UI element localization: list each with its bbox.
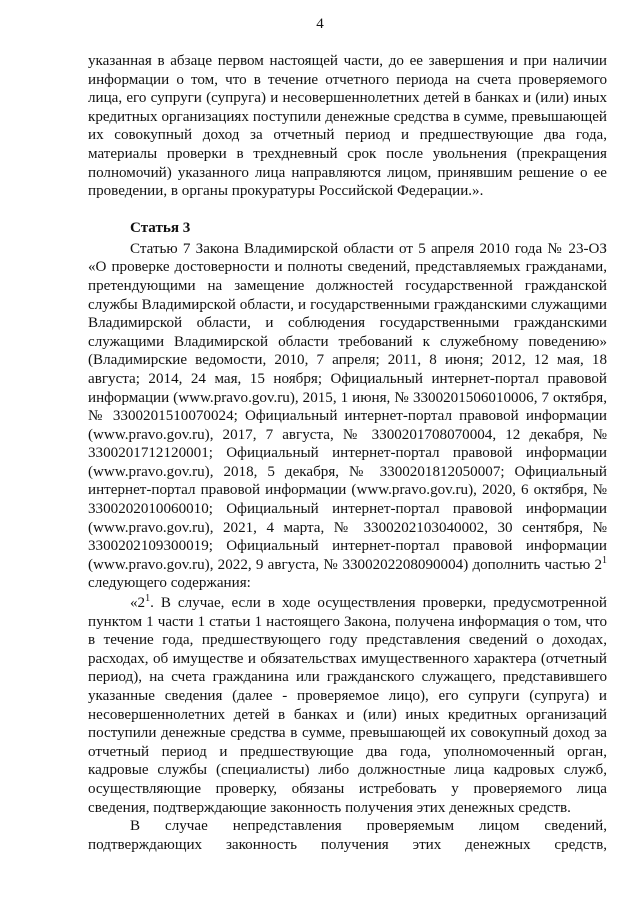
paragraph-last [88,817,607,854]
paragraph-article-main [88,240,607,593]
article-main-tail: следующего содержания: [88,575,251,592]
new-part-body: . В случае, если в ходе осуществления проверки, предусмотренной пунктом 1 части 1 статьи 1 настоящего Закона, получена информация о том, что в течение года, предшествующего году представления сведений о доходах, расходах, об имуществе и обязательствах имущественного характера (отчетный период), на счета гражданина или гражданского служащего, представившего указанные сведения (далее - проверяемое лицо), его супруги (супруга) и несовершеннолетних детей в банках и (или) иных кредитных организаций поступили денежные средства в сумме, превышающей их совокупный доход за отчетный период и предшествующие два года, уполномоченный орган, кадровые службы (специалисты) либо должностные лица кадровых служб, осуществляющие проверку, обязаны истребовать у проверяемого лица сведения, подтверждающие законность получения этих денежных средств. [88,595,607,816]
article-heading: Статья 3 [130,219,191,236]
document-body [88,52,607,854]
paragraph-last-text: В случае непредставления проверяемым лицом сведений, подтверждающих законность получения этих денежных средств, [88,818,607,853]
page-number: 4 [316,16,324,32]
new-part-superscript: 1 [145,593,151,604]
new-part-prefix: «2 [130,595,146,612]
part-superscript: 1 [602,554,607,566]
article-main-text: Статью 7 Закона Владимирской области от 5 апреля 2010 года № 23-ОЗ «О проверке достоверности и полноты сведений, представляемых гражданами, претендующими на замещение должностей государственной гражданской службы Владимирской области, и государственными гражданскими служащими Владимирской области, и соблюдения государственными гражданскими служащими Владимирской области требований к служебному поведению» (Владимирские ведомости, 2010, 7 апреля; 2011, 8 июня; 2012, 12 мая, 18 августа; 2014, 24 мая, 15 ноября; Официальный интернет-портал правовой информации (www.pravo.gov.ru), 2015, 1 июня, № 3300201506010006, 7 октября, № 3300201510070024; Официальный интернет-портал правовой информации (www.pravo.gov.ru), 2017, 7 августа, № 3300201708070004, 12 декабря, № 3300201712120001; Официальный интернет-портал правовой информации (www.pravo.gov.ru), 2018, 5 декабря, № 3300201812050007; Официальный интернет-портал правовой информации (www.pravo.gov.ru), 2020, 6 октября, № 3300202010060010; Официальный интернет-портал правовой информации (www.pravo.gov.ru), 2021, 4 марта, № 3300202103040002, 30 сентября, № 3300202109300019; Официальный интернет-портал правовой информации (www.pravo.gov.ru), 2022, 9 августа, № 3300202208090004) дополнить частью 2 [88,240,607,573]
paragraph-new-part [88,594,607,817]
paragraph-intro: указанная в абзаце первом настоящей части, до ее завершения и при наличии информации о том, что в течение отчетного периода на счета проверяемого лица, его супруги (супруга) и несовершеннолетних детей в банках и (или) иных кредитных организациях поступили денежные средства в сумме, превышающей их совокупный доход за отчетный период и предшествующие два года, материалы проверки в трехдневный срок после увольнения (прекращения полномочий) указанного лица направляются лицом, принявшим решение о ее проведении, в органы прокуратуры Российской Федерации.». [88,53,607,200]
